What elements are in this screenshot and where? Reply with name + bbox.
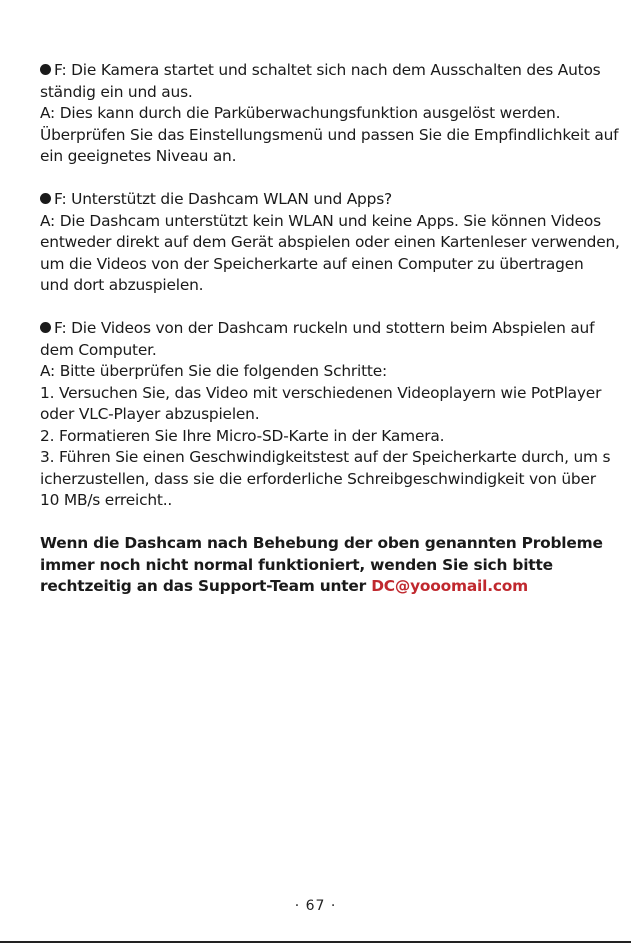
answer-line: oder VLC-Player abzuspielen.	[40, 405, 260, 423]
page-number: · 67 ·	[294, 898, 337, 914]
support-line: Wenn die Dashcam nach Behebung der oben genannten Probleme	[40, 534, 603, 552]
answer-line: 2. Formatieren Sie Ihre Micro-SD-Karte in der Kamera.	[40, 426, 445, 445]
question-line: F: Die Videos von der Dashcam ruckeln und stottern beim Abspielen auf	[40, 318, 596, 340]
faq-item	[40, 318, 611, 512]
answer-line: um die Videos von der Speicherkarte auf einen Computer zu übertragen	[40, 254, 584, 273]
bullet-icon	[40, 322, 51, 333]
footer-divider	[0, 941, 631, 943]
faq-item	[40, 60, 619, 168]
answer-line: ein geeignetes Niveau an.	[40, 147, 237, 165]
answer-line: Überprüfen Sie das Einstellungsmenü und passen Sie die Empfindlichkeit auf	[40, 125, 619, 144]
answer-line: icherzustellen, dass sie die erforderliche Schreibgeschwindigkeit von über	[40, 469, 596, 488]
answer-line: A: Bitte überprüfen Sie die folgenden Schritte:	[40, 362, 388, 380]
question-line: F: Unterstützt die Dashcam WLAN und Apps?	[40, 189, 596, 211]
question-line: dem Computer.	[40, 340, 157, 359]
answer-line: 1. Versuchen Sie, das Video mit verschiedenen Videoplayern wie PotPlayer	[40, 383, 602, 402]
answer-line: entweder direkt auf dem Gerät abspielen oder einen Kartenleser verwenden,	[40, 233, 620, 251]
question-line: F: Die Kamera startet und schaltet sich nach dem Ausschalten des Autos	[40, 60, 596, 82]
answer-line: und dort abzuspielen.	[40, 276, 204, 294]
question-line: ständig ein und aus.	[40, 82, 193, 101]
answer-line: A: Die Dashcam unterstützt kein WLAN und keine Apps. Sie können Videos	[40, 211, 601, 230]
answer-line: A: Dies kann durch die Parküberwachungsfunktion ausgelöst werden.	[40, 104, 561, 122]
support-line: immer noch nicht normal funktioniert, wenden Sie sich bitte	[40, 555, 553, 574]
faq-content	[40, 60, 620, 619]
support-email: DC@yooomail.com	[371, 577, 528, 595]
bullet-icon	[40, 193, 51, 204]
support-line: rechtzeitig an das Support-Team unter DC@yooomail.com	[40, 577, 528, 595]
faq-item	[40, 189, 620, 297]
answer-line: 3. Führen Sie einen Geschwindigkeitstest auf der Speicherkarte durch, um s	[40, 448, 611, 466]
support-notice	[40, 533, 603, 598]
answer-line: 10 MB/s erreicht..	[40, 491, 173, 509]
bullet-icon	[40, 64, 51, 75]
